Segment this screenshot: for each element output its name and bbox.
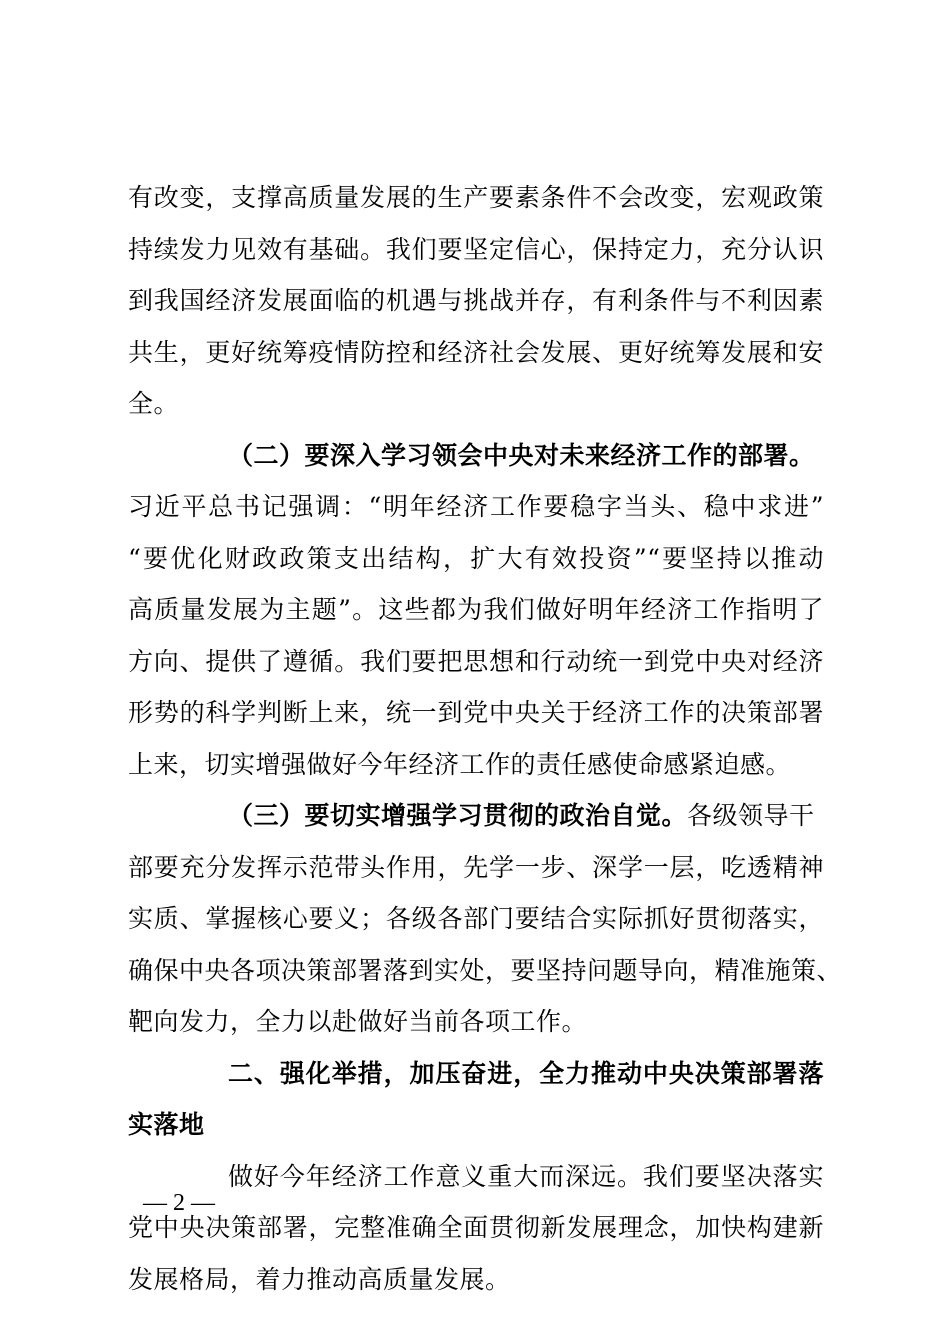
paragraph-measures	[128, 1151, 824, 1306]
text-line: 党中央决策部署，完整准确全面贯彻新发展理念，加快构建新	[128, 1213, 824, 1242]
text-line: 方向、提供了遵循。我们要把思想和行动统一到党中央对经济	[128, 646, 824, 676]
text-line: 发展格局，着力推动高质量发展。	[128, 1264, 511, 1294]
text-line: 实质、掌握核心要义；各级各部门要结合实际抓好贯彻落实，	[128, 904, 824, 933]
text-line: 持续发力见效有基础。我们要坚定信心，保持定力，充分认识	[128, 234, 824, 264]
text-line: 高质量发展为主题”。这些都为我们做好明年经济工作指明了	[128, 595, 824, 624]
paragraph-political-awareness	[128, 790, 843, 1048]
page-number: — 2 —	[143, 1190, 215, 1216]
text-line: 确保中央各项决策部署落到实处，要坚持问题导向，精准施策、	[128, 955, 843, 985]
text-line: 上来，切实增强做好今年经济工作的责任感使命感紧迫感。	[128, 749, 792, 779]
document-body	[128, 172, 843, 1305]
sub-heading-2: （二）要深入学习领会中央对未来经济工作的部署。	[228, 440, 815, 470]
text-line: 到我国经济发展面临的机遇与挑战并存，有利条件与不利因素	[128, 286, 824, 315]
paragraph-deploy	[128, 430, 824, 791]
text-line: 有改变，支撑高质量发展的生产要素条件不会改变，宏观政策	[128, 183, 824, 212]
section-heading	[128, 1048, 824, 1151]
text-run: 各级领导干	[687, 801, 815, 830]
text-line: 习近平总书记强调：“明年经济工作要稳字当头、稳中求进”	[128, 492, 824, 521]
text-line: 共生，更好统筹疫情防控和经济社会发展、更好统筹发展和安	[128, 337, 824, 367]
section-heading-line: 实落地	[128, 1110, 205, 1139]
text-line: 形势的科学判断上来，统一到党中央关于经济工作的决策部署	[128, 698, 824, 727]
text-line: “要优化财政政策支出结构，扩大有效投资”“要坚持以推动	[128, 543, 824, 573]
text-line: 部要充分发挥示范带头作用，先学一步、深学一层，吃透精神	[128, 852, 824, 882]
text-line: 靶向发力，全力以赴做好当前各项工作。	[128, 1007, 588, 1036]
paragraph-continuation	[128, 172, 824, 430]
text-line	[128, 790, 824, 842]
sub-heading-3: （三）要切实增强学习贯彻的政治自觉。	[228, 801, 688, 830]
section-heading-line: 二、强化举措，加压奋进，全力推动中央决策部署落	[228, 1058, 824, 1088]
text-line: 全。	[128, 389, 180, 418]
text-line: 做好今年经济工作意义重大而深远。我们要坚决落实	[228, 1161, 824, 1191]
